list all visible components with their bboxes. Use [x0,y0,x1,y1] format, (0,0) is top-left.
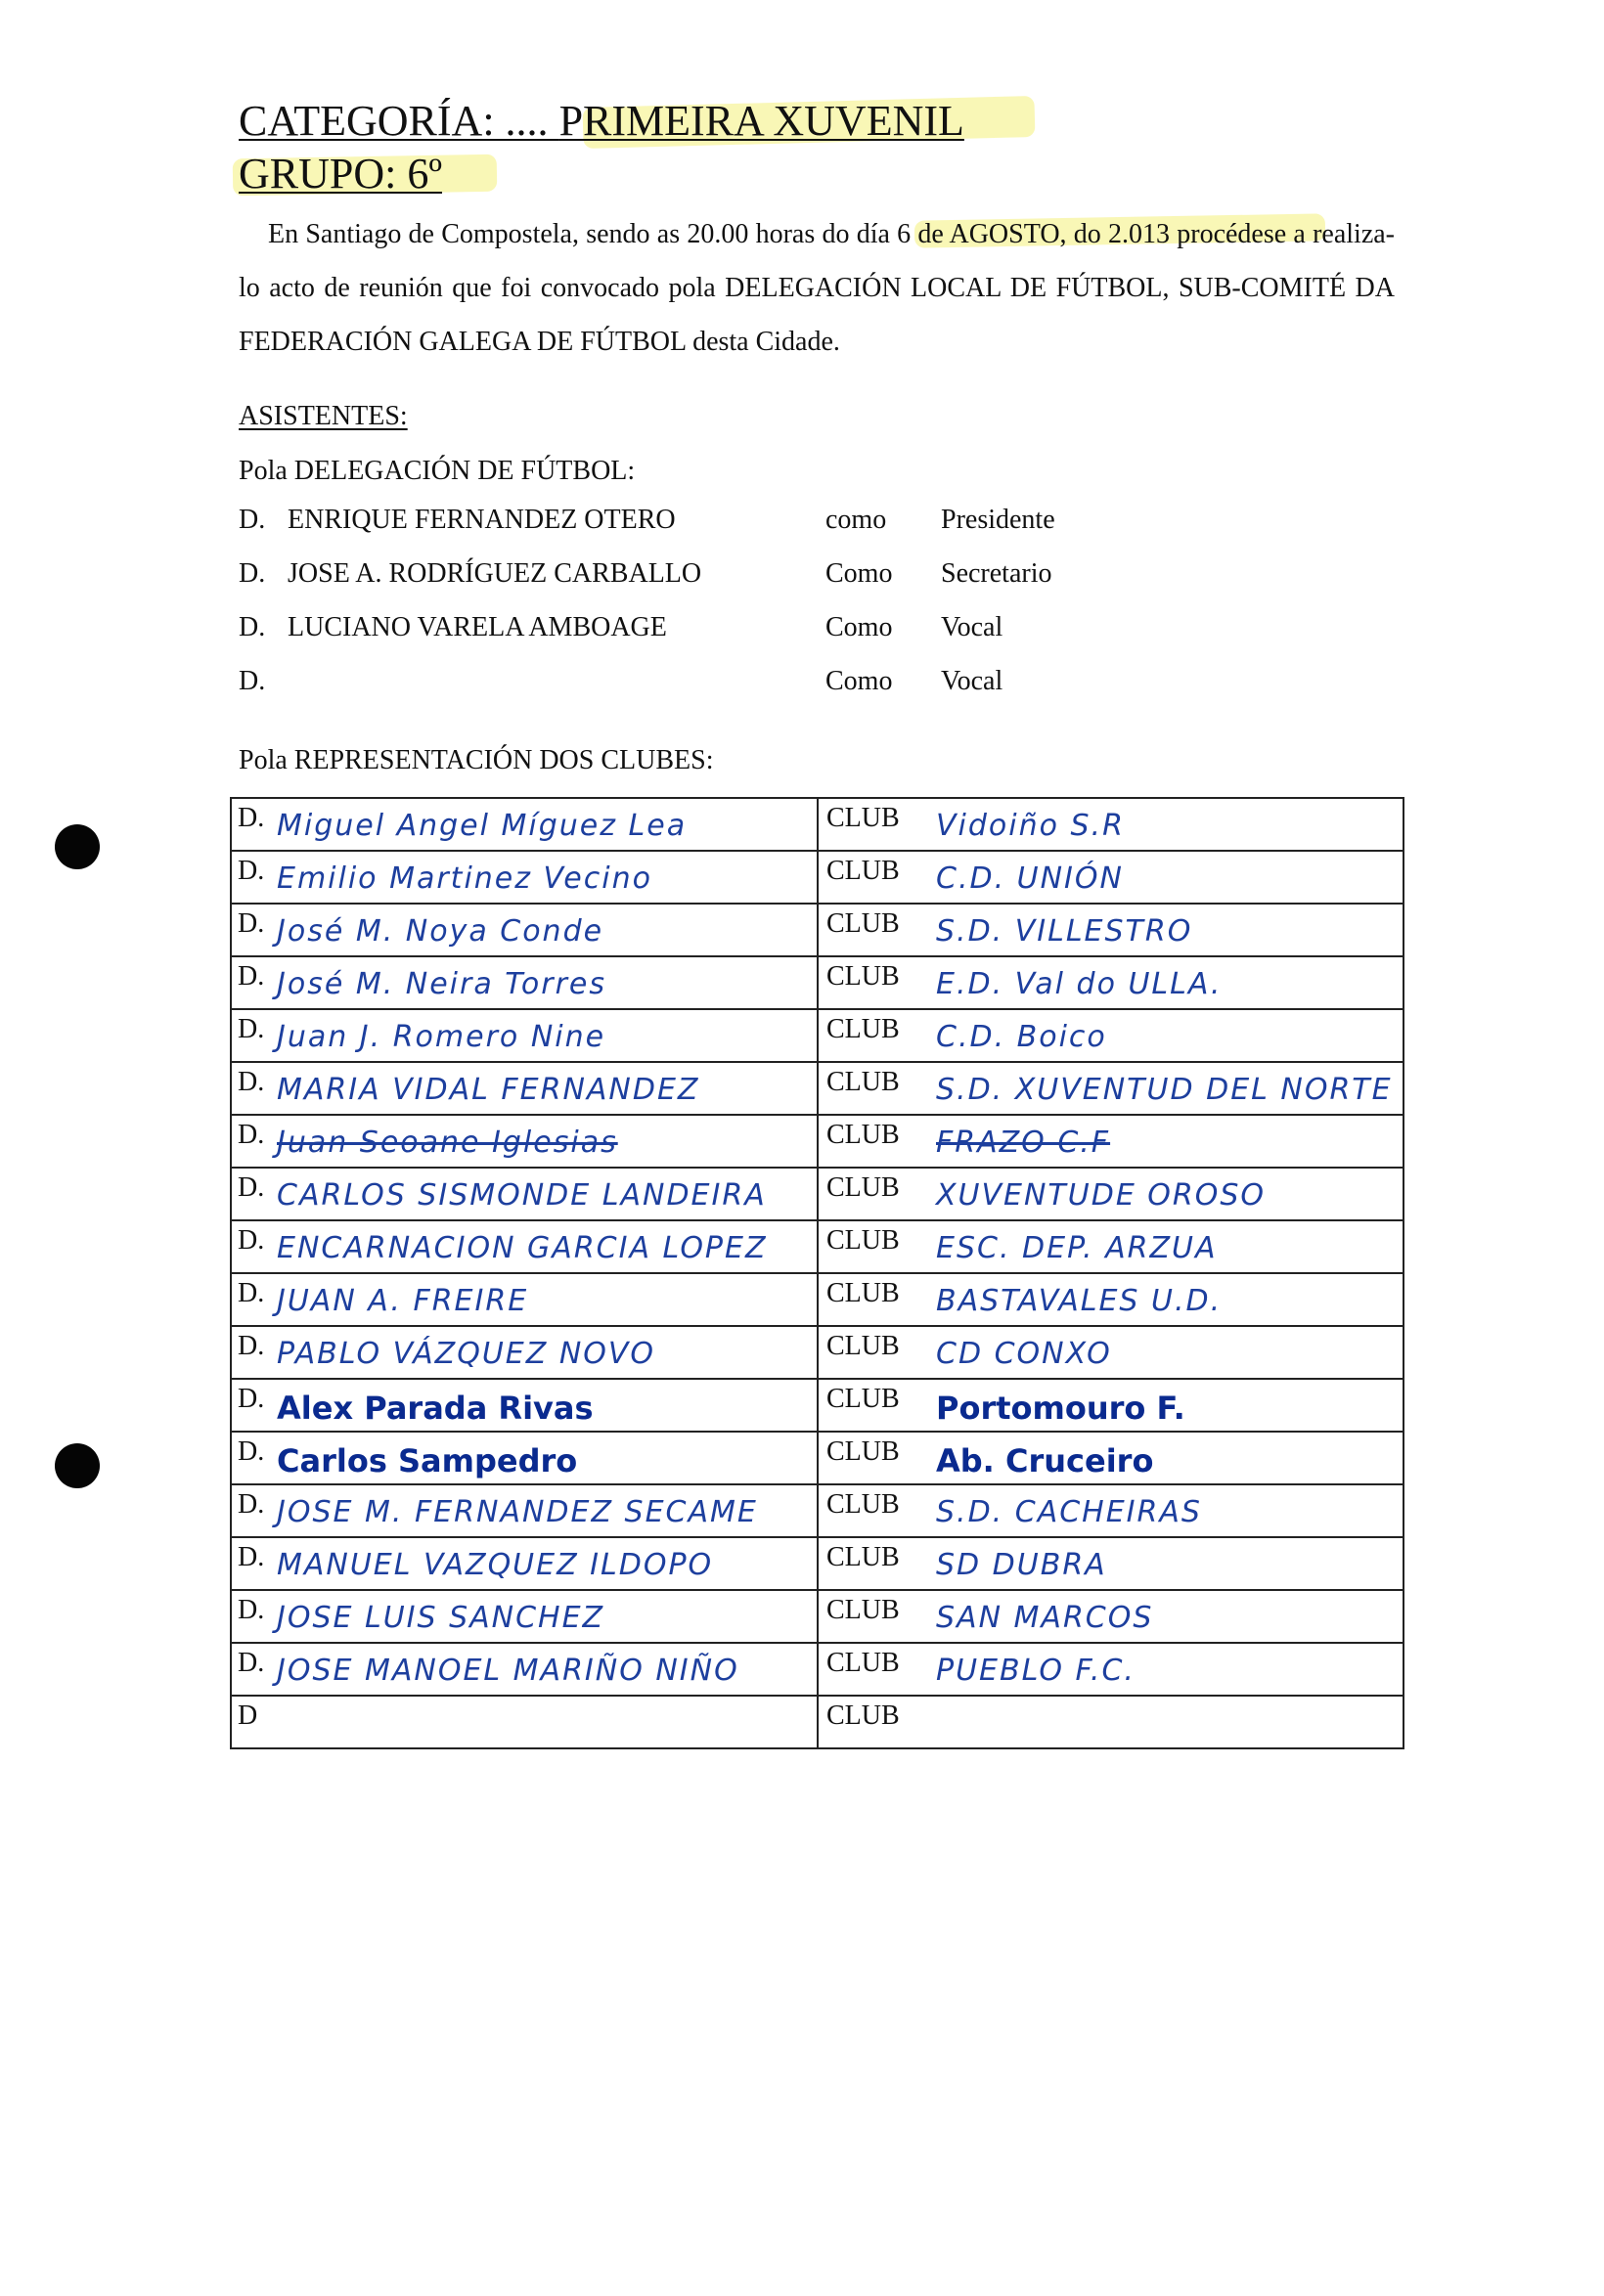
club-cell [818,1326,1404,1379]
clubs-table-body [231,798,1404,1748]
attendee-role: Secretario [941,558,1052,589]
category-value: PRIMEIRA XUVENIL [558,97,964,145]
category-title [239,96,964,147]
club-row [231,1379,1404,1432]
club-name: C.D. Boico [936,1020,1107,1054]
club-name: C.D. UNIÓN [936,861,1124,896]
club-name: S.D. CACHEIRAS [936,1495,1202,1529]
attendee-como: Como [825,558,893,589]
representative-cell [231,1062,818,1115]
asistentes-heading: ASISTENTES: [239,401,408,431]
club-label: CLUB [826,856,900,886]
club-cell [818,798,1404,851]
d-label: D. [238,1331,265,1361]
intro-paragraph [239,207,1395,369]
representative-signature: JUAN A. FREIRE [277,1284,529,1318]
d-label: D. [238,1384,265,1414]
club-cell [818,1220,1404,1273]
clubs-table [230,797,1404,1749]
club-label: CLUB [826,1120,900,1150]
representative-signature: PABLO VÁZQUEZ NOVO [277,1337,656,1371]
d-label: D. [238,1436,265,1467]
club-row [231,798,1404,851]
club-label: CLUB [826,1278,900,1308]
representative-signature: Juan J. Romero Nine [277,1020,606,1054]
club-name: E.D. Val do ULLA. [936,967,1223,1001]
attendee-como: Como [825,612,893,642]
representative-cell [231,1009,818,1062]
club-row [231,956,1404,1009]
representative-signature: ENCARNACION GARCIA LOPEZ [277,1231,768,1265]
club-cell [818,1537,1404,1590]
d-label: D. [238,1067,265,1097]
club-name: XUVENTUDE OROSO [936,1178,1267,1213]
club-cell [818,1484,1404,1537]
club-name: S.D. VILLESTRO [936,914,1193,949]
club-cell [818,1062,1404,1115]
club-row [231,1273,1404,1326]
representative-signature: Miguel Angel Míguez Lea [277,809,688,843]
attendee-role: Vocal [941,612,1003,642]
d-label: D. [238,803,265,833]
club-name: ESC. DEP. ARZUA [936,1231,1218,1265]
representative-signature: Juan Seoane Iglesias [277,1126,618,1160]
d-label: D. [238,1225,265,1256]
club-label: CLUB [826,1489,900,1520]
representative-cell [231,1696,818,1748]
intro-text: En Santiago de Compostela, sendo as 20.00 horas do día 6 de AGOSTO, do 2.013 procédese a realiza-lo acto de reunión que foi convocado pola DELEGACIÓN LOCAL DE FÚTBOL, SUB-COMITÉ DA FEDERACIÓN GALEGA DE FÚTBOL desta Cidade. [239,219,1395,357]
representative-signature: José M. Neira Torres [277,967,606,1001]
club-cell [818,1115,1404,1168]
representative-signature: MARIA VIDAL FERNANDEZ [277,1073,700,1107]
club-row [231,904,1404,956]
club-label: CLUB [826,1014,900,1044]
club-name: SAN MARCOS [936,1601,1154,1635]
clubes-subheading: Pola REPRESENTACIÓN DOS CLUBES: [239,745,714,775]
club-row [231,851,1404,904]
club-cell [818,1696,1404,1748]
attendee-name: ENRIQUE FERNANDEZ OTERO [288,505,676,535]
club-name: PUEBLO F.C. [936,1654,1136,1688]
club-label: CLUB [826,1542,900,1572]
attendee-name: LUCIANO VARELA AMBOAGE [288,612,667,642]
representative-cell [231,904,818,956]
club-name: FRAZO C.F [936,1126,1111,1160]
club-label: CLUB [826,1384,900,1414]
club-row [231,1590,1404,1643]
representative-cell [231,1643,818,1696]
attendee-name: JOSE A. RODRÍGUEZ CARBALLO [288,558,702,589]
club-row [231,1062,1404,1115]
attendee-prefix: D. [239,505,266,535]
club-label: CLUB [826,1172,900,1203]
club-row [231,1537,1404,1590]
attendee-como: Como [825,666,893,696]
representative-signature: Carlos Sampedro [277,1442,578,1479]
club-cell [818,1273,1404,1326]
club-label: CLUB [826,1331,900,1361]
representative-signature: CARLOS SISMONDE LANDEIRA [277,1178,767,1213]
representative-cell [231,1326,818,1379]
club-name: Vidoiño S.R [936,809,1125,843]
club-row [231,1220,1404,1273]
representative-cell [231,1590,818,1643]
representative-signature: José M. Noya Conde [277,914,604,949]
representative-cell [231,798,818,851]
club-row [231,1432,1404,1484]
representative-cell [231,1379,818,1432]
representative-signature: Alex Parada Rivas [277,1390,594,1427]
attendee-como: como [825,505,887,535]
d-label: D. [238,856,265,886]
representative-cell [231,956,818,1009]
d-label: D. [238,908,265,939]
club-label: CLUB [826,1648,900,1678]
club-cell [818,1009,1404,1062]
attendee-prefix: D. [239,558,266,589]
club-row [231,1484,1404,1537]
club-label: CLUB [826,1436,900,1467]
category-label: CATEGORÍA: .... [239,97,559,145]
club-label: CLUB [826,1067,900,1097]
club-cell [818,1643,1404,1696]
d-label: D. [238,1489,265,1520]
club-cell [818,851,1404,904]
group-label: GRUPO: 6º [239,150,443,198]
representative-signature: JOSE MANOEL MARIÑO NIÑO [277,1654,739,1688]
club-row [231,1326,1404,1379]
d-label: D. [238,1595,265,1625]
club-label: CLUB [826,908,900,939]
representative-cell [231,1115,818,1168]
club-cell [818,956,1404,1009]
club-label: CLUB [826,1595,900,1625]
representative-cell [231,1168,818,1220]
representative-cell [231,1273,818,1326]
club-name: S.D. XUVENTUD DEL NORTE [936,1073,1393,1107]
club-label: CLUB [826,803,900,833]
club-row [231,1696,1404,1748]
club-cell [818,1168,1404,1220]
representative-cell [231,1484,818,1537]
punch-hole-top [55,824,100,869]
punch-hole-bottom [55,1443,100,1488]
representative-signature: MANUEL VAZQUEZ ILDOPO [277,1548,714,1582]
d-label: D. [238,961,265,992]
representative-cell [231,1220,818,1273]
d-label: D. [238,1278,265,1308]
attendee-role: Vocal [941,666,1003,696]
representative-cell [231,1432,818,1484]
d-label: D. [238,1120,265,1150]
club-row [231,1643,1404,1696]
club-cell [818,904,1404,956]
d-label: D. [238,1542,265,1572]
d-label: D. [238,1014,265,1044]
club-row [231,1115,1404,1168]
club-label: CLUB [826,961,900,992]
d-label: D. [238,1172,265,1203]
d-label: D [238,1700,258,1731]
attendee-prefix: D. [239,666,266,696]
club-name: SD DUBRA [936,1548,1107,1582]
representative-cell [231,851,818,904]
club-name: BASTAVALES U.D. [936,1284,1223,1318]
representative-cell [231,1537,818,1590]
club-row [231,1009,1404,1062]
club-cell [818,1590,1404,1643]
group-title [239,149,442,199]
representative-signature: JOSE LUIS SANCHEZ [277,1601,605,1635]
club-cell [818,1379,1404,1432]
club-name: CD CONXO [936,1337,1112,1371]
d-label: D. [238,1648,265,1678]
club-label: CLUB [826,1225,900,1256]
attendee-prefix: D. [239,612,266,642]
club-label: CLUB [826,1700,900,1731]
club-name: Ab. Cruceiro [936,1442,1154,1479]
representative-signature: Emilio Martinez Vecino [277,861,652,896]
club-name: Portomouro F. [936,1390,1185,1427]
club-row [231,1168,1404,1220]
club-cell [818,1432,1404,1484]
attendee-role: Presidente [941,505,1055,535]
representative-signature: JOSE M. FERNANDEZ SECAME [277,1495,758,1529]
delegacion-subheading: Pola DELEGACIÓN DE FÚTBOL: [239,456,636,486]
